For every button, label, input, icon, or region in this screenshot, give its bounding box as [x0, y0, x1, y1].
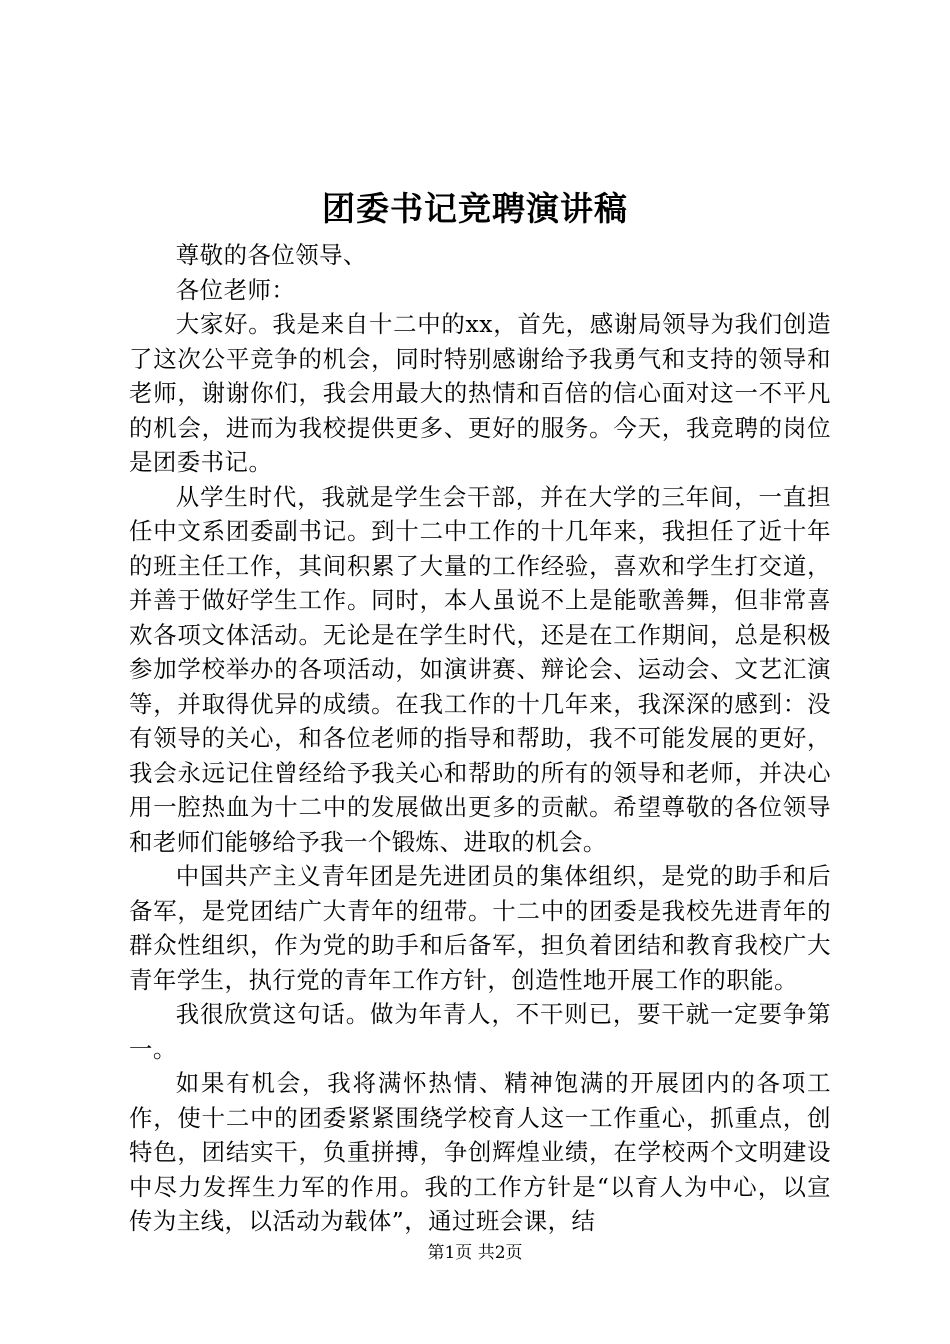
body-paragraph: 从学生时代，我就是学生会干部，并在大学的三年间，一直担任中文系团委副书记。到十二中工作的十几年来，我担任了近十年的班主任工作，其间积累了大量的工作经验，喜欢和学生打交道，并善于做好学生工作。同时，本人虽说不上是能歌善舞，但非常喜欢各项文体活动。无论是在学生时代，还是在工作期间，总是积极参加学校举办的各项活动，如演讲赛、辩论会、运动会、文艺汇演等，并取得优异的成绩。在我工作的十几年来，我深深的感到：没有领导的关心，和各位老师的指导和帮助，我不可能发展的更好，我会永远记住曾经给予我关心和帮助的所有的领导和老师，并决心用一腔热血为十二中的发展做出更多的贡献。希望尊敬的各位领导和老师们能够给予我一个锻炼、进取的机会。 [129, 482, 831, 856]
greeting-line: 各位老师： [175, 275, 296, 304]
document-body [129, 238, 831, 1239]
body-paragraph: 中国共产主义青年团是先进团员的集体组织，是党的助手和后备军，是党团结广大青年的纽带。十二中的团委是我校先进青年的群众性组织，作为党的助手和后备军，担负着团结和教育我校广大青年学生，执行党的青年工作方针，创造性地开展工作的职能。 [129, 862, 831, 994]
body-paragraph: 大家好。我是来自十二中的xx，首先，感谢局领导为我们创造了这次公平竞争的机会，同时特别感谢给予我勇气和支持的领导和老师，谢谢你们，我会用最大的热情和百倍的信心面对这一不平凡的机会，进而为我校提供更多、更好的服务。今天，我竞聘的岗位是团委书记。 [129, 310, 831, 476]
greeting-line: 尊敬的各位领导、 [175, 241, 367, 269]
document-title: 团委书记竞聘演讲稿 [322, 189, 628, 228]
body-paragraph: 我很欣赏这句话。做为年青人，不干则已，要干就一定要争第一。 [129, 1000, 831, 1063]
page-number-footer: 第1页 共2页 [427, 1243, 523, 1263]
body-paragraph: 如果有机会，我将满怀热情、精神饱满的开展团内的各项工作，使十二中的团委紧紧围绕学校育人这一工作重心，抓重点，创特色，团结实干，负重拼搏，争创辉煌业绩，在学校两个文明建设中尽力发挥生力军的作用。我的工作方针是“以育人为中心，以宣传为主线，以活动为载体”，通过班会课，结 [129, 1069, 831, 1235]
